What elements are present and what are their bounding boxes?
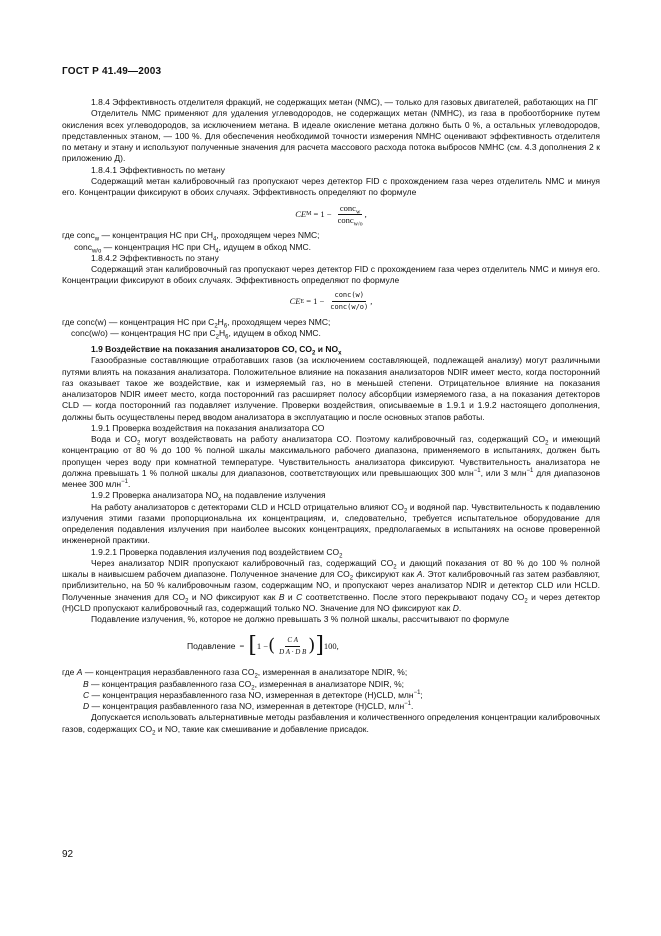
def-text: , измеренная в анализаторе NDIR, %;	[254, 678, 404, 689]
para-sub: 2	[152, 730, 156, 737]
fraction-numerator: C A	[285, 635, 300, 647]
paragraph-interference: Газообразные составляющие отработавших газов (за исключением составляющей, подлежащей анализу) могут различными путями влиять на показания анализатора. Положительное влияние на показания анализаторов NDIR имеет место, когда посторонний газ оказывает такое же воздействие, как и измеряемый газ, но в меньшей степени. Отрицательное влияние на показания анализаторов NDIR имеет место, когда посторонний газ расширяет полосу абсорбции измеряемого газа, а на показания детекторов CLD — когда посторонний газ подавляет излучение. Проверки воздействия, описываемые в 1.9.1 и 1.9.2 настоящего дополнения, должны быть осуществлены перед вводом анализатора в эксплуатацию и после основных этапов работы.	[62, 355, 600, 422]
section-1-8-4-2-title: 1.8.4.2 Эффективность по этану	[91, 252, 219, 263]
den-text: conc	[337, 214, 354, 225]
para-text: и NO фиксируют как	[188, 591, 279, 602]
symbol-d: D	[452, 602, 459, 613]
para-text: на подавление излучения	[221, 490, 326, 501]
heading-text: 1.9 Воздействие на показания анализаторов CO, CO	[91, 344, 313, 354]
definition-c	[62, 690, 600, 701]
formula-end: ,	[370, 295, 373, 306]
section-1-9-2-1-title	[62, 547, 600, 558]
symbol-b: B	[278, 591, 285, 602]
paragraph-quench-formula-intro: Подавление излучения, %, которое не должно превышать 3 % полной шкалы, рассчитывают по формуле	[91, 614, 510, 624]
definition-conc-w-ethane	[62, 317, 600, 328]
paragraph-co2-quench	[62, 558, 600, 614]
para-text: . Этот калибровочный газ затем разбавляют, приблизительно, на 50 % калибровочным газом, содержащим NO, и пропускают через анализатор NDIR и детектор CLD или HCLD. Полученные значения для CO	[62, 569, 601, 602]
def-sub: 6	[223, 323, 228, 330]
def-sub: 4	[213, 236, 217, 243]
fraction-denominator: D A · D B	[279, 647, 307, 656]
para-sup: −1	[526, 467, 534, 474]
formula-fraction	[336, 203, 365, 227]
para-text: 1.9.2 Проверка анализатора NO	[91, 490, 219, 501]
def-sub: 2	[254, 673, 258, 680]
para-sub: 2	[524, 598, 528, 605]
para-text: Через анализатор NDIR пропускают калибровочный газ, содержащий CO	[91, 557, 394, 568]
def-symbol: D	[83, 701, 90, 711]
symbol-c: C	[296, 591, 303, 602]
para-text: , или 3 млн	[480, 467, 527, 478]
para-text: фиксируют как	[353, 569, 417, 579]
formula-lhs: CE	[289, 295, 301, 306]
def-sub: w	[94, 236, 100, 243]
para-sub: 2	[349, 575, 354, 582]
para-sub: x	[218, 496, 222, 503]
para-sup: −1	[121, 479, 128, 486]
document-header: ГОСТ Р 41.49—2003	[62, 66, 162, 77]
def-text: , проходящем через NMC;	[216, 230, 320, 241]
section-1-8-4-1-title: 1.8.4.1 Эффективность по метану	[91, 164, 225, 175]
section-1-9-title	[62, 344, 600, 355]
fraction-numerator	[338, 203, 362, 215]
formula-quench	[62, 625, 600, 667]
bracket-close: ]	[315, 633, 324, 659]
def-text: .	[411, 701, 414, 711]
para-text: для диапазонов менее 300 млн	[62, 467, 600, 489]
paragraph-alternatives	[62, 712, 600, 735]
num-text: conc	[339, 202, 356, 213]
formula-end: ,	[364, 208, 367, 219]
paren-open: (	[268, 635, 276, 657]
formula-methane: CE M = 1 − $\frac{conc_w}{conc_{w/o}}$ ,	[295, 202, 367, 228]
para-text: и через детектор (H)CLD пропускают калибровочный газ, содержащий только NO. Значение для NO фиксируют как	[62, 591, 600, 613]
para-text: Вода и CO	[91, 434, 137, 444]
definition-conc-w	[62, 230, 600, 241]
definition-a	[62, 667, 600, 678]
def-text: — концентрация разбавленного газа NO, измеренная в детекторе (H)CLD, млн	[89, 701, 405, 711]
def-text: , идущем в обход NMC.	[228, 327, 321, 338]
def-text: где conc(w) — концентрация НС при C	[62, 316, 215, 327]
para-sup: −1	[473, 467, 481, 474]
paragraph-methane: Содержащий метан калибровочный газ пропускают через детектор FID с прохождением газа через отделитель NMC и минуя его. Концентрации фиксируют в обоих случаях. Эффективность определяют по формуле	[62, 175, 600, 197]
fraction-denominator: conc(w/o)	[330, 303, 369, 311]
def-sub: 4	[215, 248, 219, 255]
paragraph-ethane: Содержащий этан калибровочный газ пропускают через детектор FID с прохождением газа через отделитель NMC и минуя его. Концентрации фиксируют в обоих случаях. Эффективность определяют по формуле	[62, 264, 600, 286]
formula-eq: = 1 −	[306, 295, 325, 306]
den-sub: w/o	[353, 221, 363, 228]
def-sup: −1	[404, 701, 411, 708]
def-symbol: A	[76, 667, 83, 678]
paren-close: )	[308, 635, 316, 657]
paragraph-co-check	[62, 434, 600, 490]
definition-conc-wo	[62, 242, 600, 253]
para-text: и дающий показания от 80 % до 100 % полной шкалы в наивысшем рабочем диапазоне. Полученное значение для CO	[62, 557, 600, 579]
def-text: где conc	[62, 230, 95, 241]
def-text: , измеренная в анализаторе NDIR, %;	[257, 667, 408, 678]
para-text: и водяной пар. Чувствительность к подавлению излучения этими газами пропорциональна их концентрациям, и, следовательно, требуется испытательное оборудование для определения подавления излучения при наиболее высоких концентрациях, предполагаемых в испытаниях на основе проверенной инженерной практики.	[62, 501, 600, 546]
paragraph-quench	[62, 502, 600, 547]
formula-one: 1 −	[256, 640, 269, 651]
definitions-list	[62, 667, 600, 712]
definition-conc-wo-ethane	[62, 328, 600, 339]
para-text: .	[127, 479, 131, 489]
para-sub: 2	[185, 598, 189, 605]
para-sub: 2	[404, 508, 408, 515]
para-text: Допускается использовать альтернативные методы разбавления и количественного определения концентрации калибровочных газов, содержащих CO	[62, 712, 600, 734]
para-text: .	[458, 602, 462, 613]
formula-eq: =	[239, 640, 245, 651]
definition-d	[62, 701, 600, 712]
symbol-a: A	[416, 569, 423, 579]
def-sub: w/o	[91, 248, 102, 255]
def-text: conc	[74, 241, 92, 252]
def-text: , идущем в обход NMC.	[218, 241, 312, 252]
page-number: 92	[62, 849, 74, 860]
fraction-denominator	[336, 215, 365, 226]
para-text: и имеющий концентрацию от 80 % до 100 % полной шкалы максимального рабочего диапазона, применяемого в испытаниях, должен быть пропущен через воду при комнатной температуре. Чувствительность анализатора фиксируют. Чувствительность анализатора не должна превышать 1 % полной шкалы для диапазонов, соответствующих или превышающих 300 млн	[62, 434, 600, 478]
definition-b	[62, 679, 600, 690]
para-text: и NO, такие как смешивание и добавление присадок.	[155, 723, 369, 734]
para-text: На работу анализаторов с детекторами CLD и HCLD отрицательно влияют CO	[91, 501, 405, 512]
def-sup: −1	[413, 689, 421, 696]
paragraph-nmc: Отделитель NMC применяют для удаления углеводородов, не содержащих метан (NMHC), из газа в пробоотборнике путем окисления всех углеводородов, за исключением метана. В идеале окисление метана должно быть 0 %, а остальных углеводородов, представленных этаном, — 100 %. Для обеспечения необходимой точности измерения NMHC оценивают эффективность отделителя по метану и этану и используют полученные значения для расчета массового расхода потока выбросов NMHC (см. 4.3 дополнения 2 к приложению Д).	[62, 108, 600, 164]
def-sub: 2	[251, 685, 255, 692]
def-symbol: C	[83, 689, 90, 700]
def-symbol: B	[83, 678, 89, 689]
section-1-9-1-title: 1.9.1 Проверка воздействия на показания анализатора CO	[91, 422, 325, 433]
para-text: соответственно. После этого перекрывают подачу CO	[302, 591, 525, 602]
def-text: — концентрация НС при CH	[101, 241, 216, 252]
def-text: — концентрация неразбавленного газа NO, измеренная в детекторе (H)CLD, млн	[89, 689, 414, 700]
def-text: где	[62, 667, 77, 678]
section-1-8-4-title: 1.8.4 Эффективность отделителя фракций, не содержащих метан (NMC), — только для газовых двигателей, работающих на ПГ	[91, 97, 598, 107]
para-sub: 2	[136, 440, 141, 447]
section-1-9-2-title	[62, 490, 600, 501]
def-text: H	[217, 316, 224, 327]
def-sub: 2	[214, 323, 218, 330]
def-text: ;	[420, 689, 423, 700]
def-sub: 6	[225, 334, 229, 341]
formula-fraction	[277, 635, 308, 659]
para-sub: 2	[393, 564, 397, 571]
num-sub: w	[355, 209, 361, 216]
def-text: conc(w/o) — концентрация НС при C	[71, 327, 216, 338]
para-text: 1.9.2.1 Проверка подавления излучения под воздействием CO	[91, 546, 340, 557]
heading-sub: 2	[312, 350, 316, 357]
heading-sub: x	[338, 350, 342, 357]
para-sub: 2	[545, 440, 549, 447]
def-text: — концентрация разбавленного газа CO	[88, 678, 252, 689]
formula-ethane: CE E = 1 − $\frac{\text{conc(w)}}{\text{conc(w/o)}}$ ,	[62, 287, 600, 317]
document-body	[62, 97, 600, 735]
para-text: могут воздействовать на работу анализатора CO. Поэтому калибровочный газ, содержащий CO	[140, 434, 546, 444]
bracket-open: [	[248, 633, 257, 659]
def-text: — концентрация неразбавленного газа CO	[82, 667, 255, 678]
def-text: H	[219, 327, 226, 338]
formula-eq: = 1 −	[313, 208, 332, 219]
formula-tail: 100,	[323, 640, 339, 651]
formula-fraction	[328, 290, 373, 314]
formula-lhs: Подавление	[187, 640, 236, 651]
heading-text: и NO	[315, 344, 339, 354]
fraction-numerator: conc(w)	[332, 290, 366, 302]
def-text: — концентрация НС при CH	[99, 230, 214, 241]
formula-lhs: CE	[295, 208, 307, 219]
para-text: и	[284, 591, 297, 602]
def-sub: 2	[215, 334, 219, 341]
def-text: , проходящем через NMC;	[227, 316, 331, 327]
para-sub: 2	[339, 553, 343, 560]
